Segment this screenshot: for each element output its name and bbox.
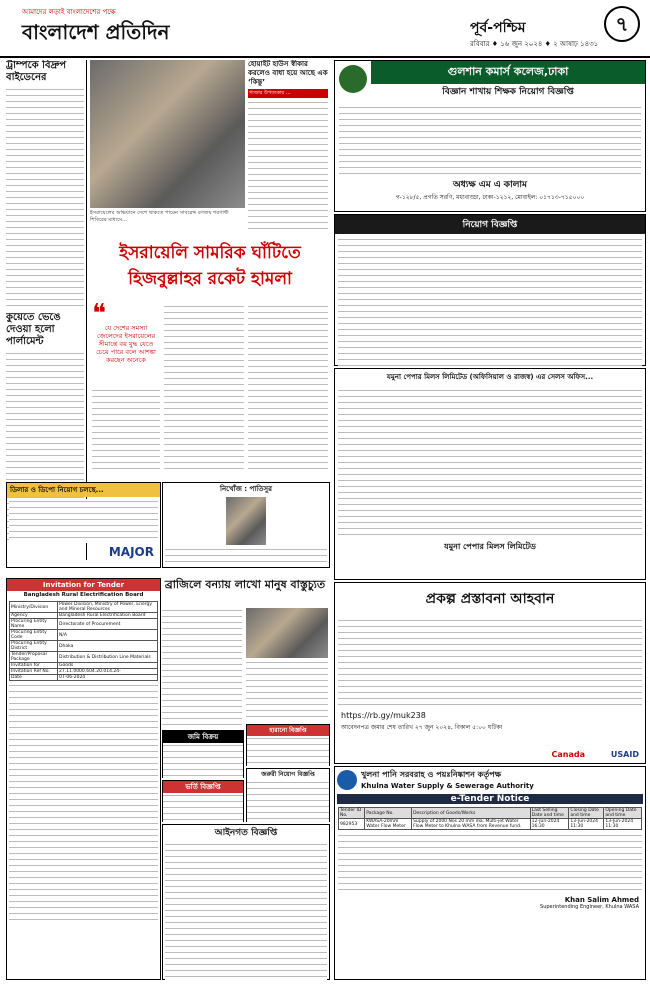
photo-caption: ইসরায়েলের অভিযানে দেশে থাকতে পারেন সাবরেদ্দ রণজয় শরণার্থী শিবিরের মাধ্যমে... xyxy=(90,210,229,223)
project-link[interactable]: https://rb.gy/muk238 xyxy=(341,711,426,720)
masthead xyxy=(0,0,650,58)
gaza-photo xyxy=(90,60,245,208)
table-row: Tender/Proposal Package Distribution & Distribution Line Materials xyxy=(10,652,158,663)
brazil-story-header xyxy=(162,578,328,604)
table-header-row: Tender ID No. Package No. Description of Goods/Works Last Selling Date and time Closing Date and time Opening Date and time xyxy=(339,808,642,819)
page-number: ৭ xyxy=(604,6,640,42)
trump-story xyxy=(6,60,84,310)
quote-mark-icon: ❝ xyxy=(92,299,106,329)
table-row: Invitation Ref No. 27.11.0000.604.20.014.24- xyxy=(10,669,158,675)
table-row: Ministry/Division Power Division, Ministry of Power, Energy and Mineral Resources xyxy=(10,602,158,613)
newspaper-logo: আমাদের লড়াই বাংলাদেশের পক্ষে বাংলাদেশ প্রতিদিন xyxy=(22,8,170,44)
hotel-story xyxy=(248,60,328,235)
missing-body xyxy=(165,547,327,567)
pull-quote: যে দেশের সমস্যা জেলেদের ইসরায়েলের সীমান্তে বয় যুদ্ধ যেতে চেয়ে পারে বলে আশঙ্কা করছেন অনেকে xyxy=(96,324,156,364)
table-row: Invitation for Goods xyxy=(10,663,158,669)
trump-headline: ট্রাম্পকে বিদ্রুপ বাইডেনের xyxy=(6,60,67,83)
tender-ad xyxy=(6,578,161,980)
hotel-kicker: গাজার উপত্যকার ... xyxy=(248,89,328,98)
missing-title: নিখোঁজ : পাতিসুর xyxy=(219,485,273,493)
table-row: Procuring Entity District Dhaka xyxy=(10,641,158,652)
dealer-ad xyxy=(6,482,161,568)
etender-table xyxy=(338,807,642,830)
dealer-brand: MAJOR xyxy=(108,545,154,559)
missing-person-photo xyxy=(226,497,266,545)
table-row: 982953 KWASA-20mm Water Flow Meter Supply of 2000 Nos 20 mm dia. Multi-jet Water Flow Meter to Khulna WASA from Revenue fund. 12-Jun-2024 16:30 13-Jun-2024 11:30 13-Jun-2024 11:30 xyxy=(339,819,642,830)
urgent-notice: জরুরী নিয়োগ বিজ্ঞপ্তি xyxy=(246,768,330,822)
admission-ad: ভর্তি বিজ্ঞপ্তি xyxy=(162,780,244,822)
tender-title: Invitation for Tender xyxy=(7,579,160,591)
israel-body-col1 xyxy=(164,304,244,474)
land-ad: জমি বিক্রয় xyxy=(162,730,244,778)
college-emblem-icon xyxy=(339,65,367,93)
brazil-photo xyxy=(246,608,328,658)
project-ad: প্রকল্প প্রস্তাবনা আহবান https://rb.gy/muk238 আবেদনপত্র জমার শেষ তারিখ ২৭ জুন ২০২৪, বিকাল ৫:০০ ঘটিকা Canada USAID xyxy=(334,582,646,764)
jamuna-ad: যমুনা পেপার মিলস লিমিটেড (অফিসিয়াল ও রাজস্ব) এর সেলস অফিস... যমুনা পেপার মিলস লিমিটেড xyxy=(334,368,646,580)
hotel-body xyxy=(248,100,328,230)
hotel-headline: হোয়াইট হাউস স্বীকার করলেও বাধা হয়ে আছে এক ‘কিন্তু’ xyxy=(248,60,328,86)
table-row: Agency Bangladesh Rural Electrification Board xyxy=(10,613,158,619)
tender-table xyxy=(9,601,158,681)
israel-body-col0 xyxy=(92,388,160,474)
israel-headline: ইসরায়েলি সামরিক ঘাঁটিতে হিজবুল্লাহর রকেট হামলা xyxy=(119,243,301,289)
kuwait-headline: কুয়েতে ভেঙে দেওয়া হলো পার্লামেন্ট xyxy=(6,312,61,347)
niyog-ad: নিয়োগ বিজ্ঞপ্তি xyxy=(334,214,646,366)
table-row: Procuring Entity Name Directorate of Procurement xyxy=(10,619,158,630)
missing-person-ad xyxy=(162,482,330,568)
brazil-headline: ব্রাজিলে বন্যায় লাখো মানুষ বাস্তুচ্যুত xyxy=(164,578,326,591)
missing-notice: হারানো বিজ্ঞপ্তি xyxy=(246,724,330,766)
canada-logo: Canada xyxy=(551,750,585,759)
israel-body-col2 xyxy=(248,304,328,474)
gulshan-ad: গুলশান কমার্স কলেজ,ঢাকা বিজ্ঞান শাখায় শিক্ষক নিয়োগ বিজ্ঞপ্তি অধ্যক্ষ এম এ কালাম গ-১২৮/৫, প্রগতি সরণি, মধ্যবাড্ডা, ঢাকা-১২১২, মোবাইল: ০১৭১৩-৭১৫০০০ xyxy=(334,60,646,212)
israel-story-header xyxy=(90,240,330,300)
trump-body xyxy=(6,87,84,307)
table-row: Date 07-06-2024 xyxy=(10,675,158,681)
table-row: Procuring Entity Code N/A xyxy=(10,630,158,641)
brazil-body xyxy=(162,608,242,728)
court-notice: আইনগত বিজ্ঞপ্তি xyxy=(162,824,330,980)
dateline: রবিবার ♦ ১৬ জুন ২০২৪ ♦ ২ আষাঢ় ১৪৩১ xyxy=(470,40,599,48)
tender-sub: Bangladesh Rural Electrification Board xyxy=(23,592,144,598)
dealer-title: ডিলার ও ডিপো নিয়োগ চলছে... xyxy=(7,483,160,497)
dealer-body xyxy=(9,499,158,543)
usaid-logo: USAID xyxy=(610,750,639,759)
edition-label: পূর্ব-পশ্চিম xyxy=(470,20,526,36)
quote-box xyxy=(92,299,160,384)
wasa-logo-icon xyxy=(337,770,357,790)
brazil-body-2 xyxy=(246,660,328,720)
khulna-ad: খুলনা পানি সরবরাহ ও পয়ঃনিষ্কাশন কর্তৃপক্ষ Khulna Water Supply & Sewerage Authority e-Tender Notice Tender ID No. Package No. Description of Goods/Works Last Selling Date and time Closing Date and time Opening Date and time 982953 KWASA-20mm Water Flow Meter Supply of 2000 Nos 20 mm dia. Multi-jet Water Flow Meter to Khulna WASA from Revenue fund. 12-Jun-2024 16:30 13-Jun-2024 11:30 13-Jun-2024 11:30 Khan Salim Ahmed Superintending Engineer, Khulna WASA xyxy=(334,766,646,980)
tender-body xyxy=(9,683,158,923)
